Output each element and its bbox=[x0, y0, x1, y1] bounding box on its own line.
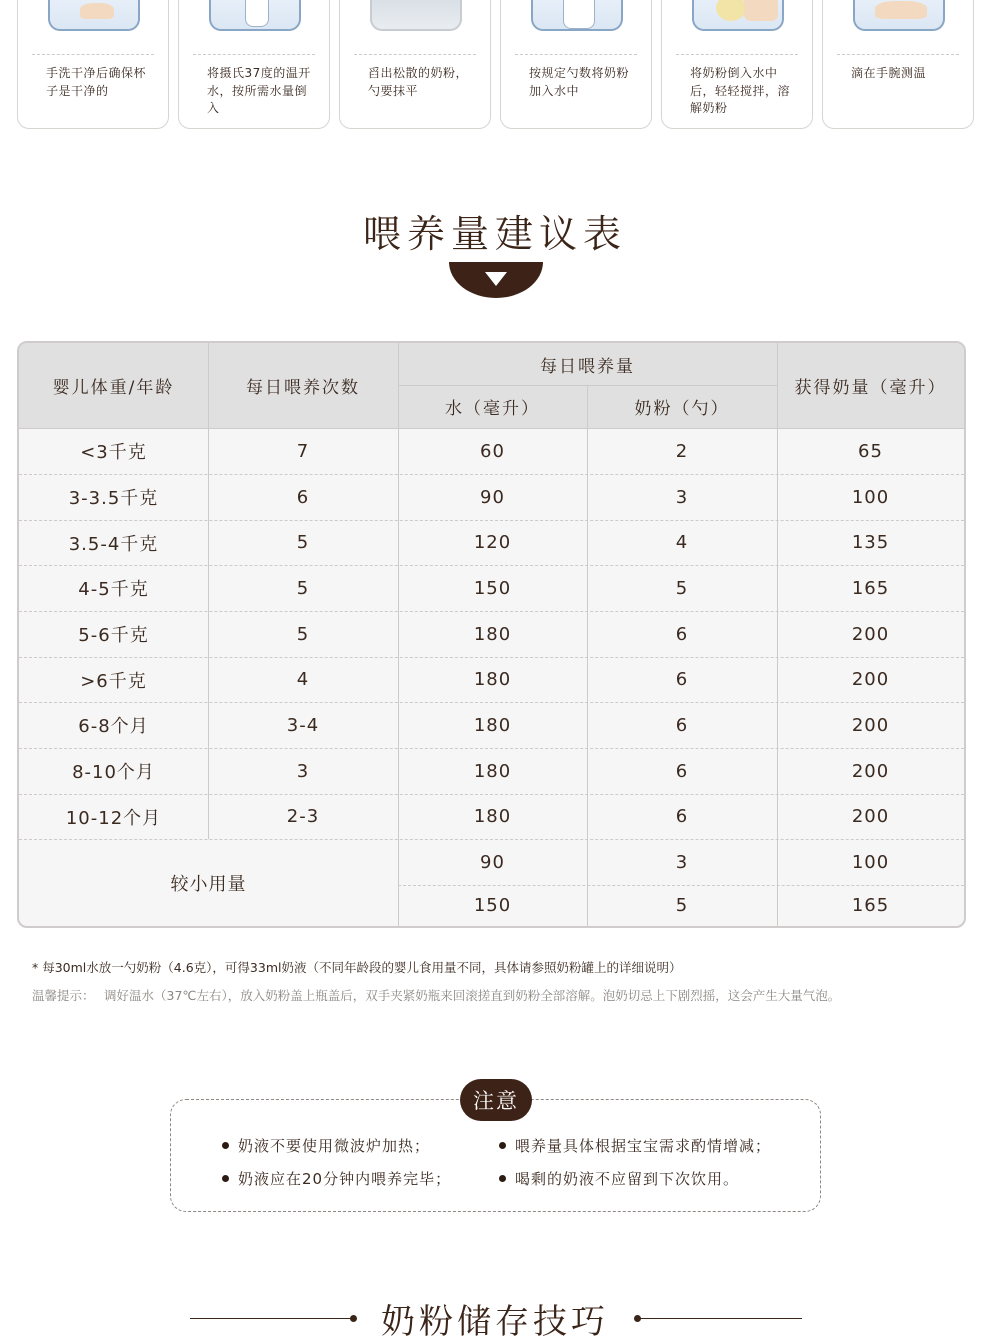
table-row bbox=[19, 611, 964, 657]
step-card-5 bbox=[661, 0, 813, 129]
step-text-2: 将摄氏37度的温开水，按所需水量倒入 bbox=[207, 66, 311, 115]
formula-tin-icon bbox=[370, 0, 462, 31]
table-row bbox=[19, 520, 964, 565]
down-arrow-icon bbox=[449, 262, 543, 298]
cell-label: 8-10个月 bbox=[72, 762, 155, 783]
table-row bbox=[398, 839, 964, 885]
cell-water: 90 bbox=[480, 486, 505, 508]
table-row bbox=[19, 702, 964, 748]
attention-item: 奶液应在20分钟内喂养完毕； bbox=[222, 1168, 451, 1189]
table-row bbox=[19, 794, 964, 839]
cell-label: 10-12个月 bbox=[65, 807, 162, 829]
add-formula-icon bbox=[531, 0, 623, 31]
cell-times: 3 bbox=[296, 760, 310, 782]
step-card-3 bbox=[339, 0, 491, 129]
cell-times: 5 bbox=[296, 577, 310, 599]
small-amount-label: 较小用量 bbox=[170, 873, 247, 895]
cell-water: 120 bbox=[473, 532, 512, 553]
cell-times: 5 bbox=[296, 532, 310, 553]
table-row bbox=[19, 657, 964, 702]
table-row bbox=[19, 565, 964, 611]
header-times: 每日喂养次数 bbox=[246, 378, 360, 398]
cell-powder: 5 bbox=[675, 895, 689, 916]
next-section-title: 奶粉储存技巧 bbox=[381, 1302, 609, 1342]
tip-body: 调好温水（37℃左右），放入奶粉盖上瓶盖后，双手夹紧奶瓶来回滚搓直到奶粉全部溶解。泡奶切忌上下剧烈摇，这会产生大量气泡。 bbox=[104, 988, 841, 1003]
cell-water: 180 bbox=[473, 760, 512, 782]
step-text-6: 滴在手腕测温 bbox=[851, 66, 927, 80]
cell-powder: 3 bbox=[675, 486, 689, 508]
cell-powder: 6 bbox=[675, 623, 689, 645]
cell-times: 6 bbox=[296, 486, 310, 508]
header-weight-age: 婴儿体重/年龄 bbox=[52, 378, 175, 398]
section-title: 喂养量建议表 bbox=[362, 212, 627, 256]
cell-milk: 200 bbox=[851, 806, 890, 827]
tip-note bbox=[32, 983, 952, 1008]
cell-times: 5 bbox=[296, 623, 310, 645]
attention-item: 奶液不要使用微波炉加热； bbox=[222, 1135, 430, 1156]
cell-powder: 5 bbox=[675, 577, 689, 599]
cell-powder: 3 bbox=[675, 851, 689, 873]
step-divider bbox=[193, 54, 315, 55]
table-row bbox=[398, 885, 964, 926]
cell-times: 2-3 bbox=[286, 806, 320, 827]
cell-label: <3千克 bbox=[80, 442, 147, 463]
tip-label: 温馨提示： bbox=[32, 988, 95, 1003]
step-text-3: 舀出松散的奶粉，勺要抹平 bbox=[368, 66, 469, 98]
table-row bbox=[19, 748, 964, 794]
cell-times: 3-4 bbox=[286, 714, 320, 736]
cell-water: 90 bbox=[480, 851, 505, 873]
cell-label: 3.5-4千克 bbox=[68, 533, 159, 555]
stir-icon bbox=[692, 0, 784, 31]
step-divider bbox=[676, 54, 798, 55]
cell-times: 4 bbox=[296, 669, 310, 690]
cell-water: 150 bbox=[473, 577, 512, 599]
cell-powder: 6 bbox=[675, 714, 689, 736]
cell-label: 6-8个月 bbox=[78, 716, 149, 737]
cell-powder: 6 bbox=[675, 760, 689, 782]
attention-item: 喝剩的奶液不应留到下次饮用。 bbox=[499, 1168, 739, 1189]
step-card-2 bbox=[178, 0, 330, 129]
attention-badge: 注意 bbox=[460, 1079, 532, 1121]
cell-powder: 4 bbox=[675, 532, 689, 553]
cell-milk: 165 bbox=[851, 895, 890, 916]
header-water: 水（毫升） bbox=[445, 399, 540, 419]
cell-milk: 165 bbox=[851, 577, 890, 599]
header-amount: 每日喂养量 bbox=[540, 356, 635, 377]
cell-milk: 100 bbox=[851, 486, 890, 508]
cell-milk: 200 bbox=[851, 714, 890, 736]
cell-milk: 200 bbox=[851, 669, 890, 690]
header-milk: 获得奶量（毫升） bbox=[794, 378, 947, 398]
step-divider bbox=[837, 54, 959, 55]
header-powder: 奶粉（勺） bbox=[634, 399, 730, 419]
cell-label: 4-5千克 bbox=[78, 579, 149, 600]
step-text-5: 将奶粉倒入水中后，轻轻搅拌，溶解奶粉 bbox=[690, 66, 791, 115]
cell-milk: 65 bbox=[858, 440, 883, 462]
cell-milk: 200 bbox=[851, 623, 890, 645]
hand-wash-icon bbox=[48, 0, 140, 31]
cell-powder: 2 bbox=[675, 440, 689, 462]
cell-milk: 100 bbox=[851, 851, 890, 873]
bottle-water-icon bbox=[209, 0, 301, 31]
cell-water: 180 bbox=[473, 623, 512, 645]
step-card-1 bbox=[17, 0, 169, 129]
step-divider bbox=[515, 54, 637, 55]
table-row bbox=[19, 428, 964, 474]
step-card-6 bbox=[822, 0, 974, 129]
cell-water: 180 bbox=[473, 714, 512, 736]
step-divider bbox=[32, 54, 154, 55]
step-divider bbox=[354, 54, 476, 55]
step-card-4 bbox=[500, 0, 652, 129]
step-text-1: 手洗干净后确保杯子是干净的 bbox=[46, 66, 147, 98]
cell-water: 180 bbox=[473, 669, 512, 690]
cell-powder: 6 bbox=[675, 806, 689, 827]
cell-powder: 6 bbox=[675, 669, 689, 690]
preparation-steps bbox=[17, 0, 975, 130]
cell-label: 5-6千克 bbox=[78, 625, 149, 646]
ratio-note: * 每30ml水放一勺奶粉（4.6克），可得33ml奶液（不同年龄段的婴儿食用量不同，具体请参照奶粉罐上的详细说明） bbox=[32, 960, 682, 975]
cell-label: 3-3.5千克 bbox=[68, 488, 159, 509]
wrist-test-icon bbox=[853, 0, 945, 31]
cell-times: 7 bbox=[296, 440, 310, 462]
cell-water: 150 bbox=[473, 895, 512, 916]
cell-water: 60 bbox=[480, 440, 505, 462]
step-text-4: 按规定勺数将奶粉加入水中 bbox=[529, 66, 630, 98]
cell-label: >6千克 bbox=[80, 670, 147, 692]
table-row bbox=[19, 474, 964, 520]
attention-item: 喂养量具体根据宝宝需求酌情增减； bbox=[499, 1135, 771, 1156]
cell-milk: 135 bbox=[851, 532, 890, 553]
feeding-table bbox=[17, 341, 966, 928]
cell-milk: 200 bbox=[851, 760, 890, 782]
cell-water: 180 bbox=[473, 806, 512, 827]
